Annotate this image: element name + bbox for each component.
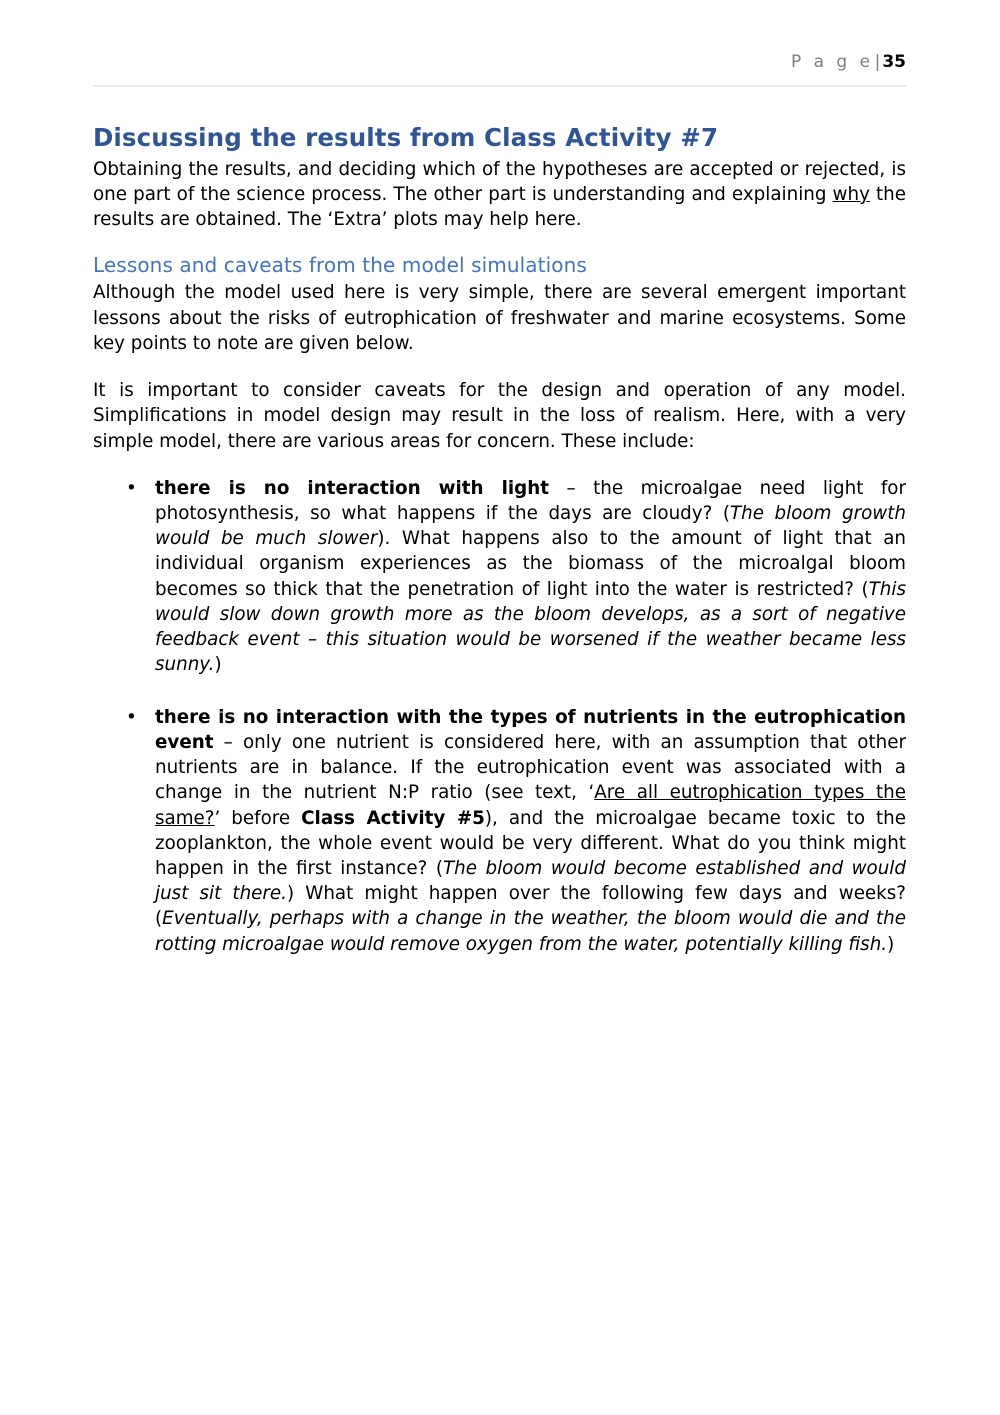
bullet-1-text3: ) <box>214 654 222 676</box>
intro-underlined-why: why <box>832 183 870 205</box>
intro-text-part2: the results are obtained. The ‘Extra’ plots may help here. <box>93 183 906 231</box>
bullet-2-italic2: Eventually, perhaps with a change in the weather, the bloom would die and the rotting microalgae would remove oxygen from the water, potentially killing fish. <box>155 908 906 955</box>
bullet-1-italic1: The bloom growth would be much slower <box>155 502 906 550</box>
bullet-2-bold-class-activity: Class Activity #5 <box>301 807 485 829</box>
bullet-2-lead-bold: there is no interaction with the types of nutrients in the eutrophication event <box>155 706 906 753</box>
bullet-1-text2: ). What happens also to the amount of light that an individual organism experiences as the biomass of the microalgal bloom becomes so thick that the penetration of light into the water is restricted? ( <box>155 528 906 600</box>
bullet-2-italic1: The bloom would become established and would just sit there. <box>155 858 906 905</box>
bullet-2-text2: ’ before <box>214 807 302 829</box>
list-item <box>93 476 906 678</box>
page-header <box>93 52 906 72</box>
header-page-label: P a g e <box>790 52 874 72</box>
list-item <box>93 705 906 957</box>
paragraph-caveats: It is important to consider caveats for the design and operation of any model. Simplifications in model design may result in the loss of realism. Here, with a very simple model, there are various areas for concern. These include: <box>93 380 906 452</box>
header-divider <box>93 85 906 87</box>
bullet-2-text1: – only one nutrient is considered here, with an assumption that other nutrients are in balance. If the eutrophication event was associated with a change in the nutrient N:P ratio (see text, ‘ <box>155 731 906 804</box>
intro-paragraph <box>93 157 906 233</box>
bullet-1-text1: – the microalgae need light for photosynthesis, so what happens if the days are cloudy? ( <box>155 477 906 524</box>
intro-text-part1: Obtaining the results, and deciding which of the hypotheses are accepted or rejected, is one part of the science process. The other part is understanding and explaining <box>93 158 906 205</box>
paragraph-lessons: Although the model used here is very simple, there are several emergent important lessons about the risks of eutrophication of freshwater and marine ecosystems. Some key points to note are given below. <box>93 282 906 354</box>
caveat-bullet-list <box>93 476 906 957</box>
bullet-2-text5: ) <box>887 933 895 955</box>
bullet-2-text3: ), and the microalgae became toxic to the zooplankton, the whole event would be very different. What do you think might happen in the first instance? ( <box>155 807 906 880</box>
section-subtitle: Lessons and caveats from the model simulations <box>93 253 587 278</box>
header-separator: | <box>874 52 881 72</box>
header-page-number: 35 <box>882 52 906 72</box>
bullet-2-text4: ) What might happen over the following few days and weeks? ( <box>155 883 906 930</box>
bullet-point-icon: • <box>126 706 137 728</box>
bullet-2-underlined-question: Are all eutrophication types the same? <box>155 782 907 829</box>
document-content <box>93 123 906 957</box>
bullet-1-lead-bold: there is no interaction with light <box>155 477 549 499</box>
page-title: Discussing the results from Class Activity #7 <box>93 123 719 152</box>
bullet-1-italic2: This would slow down growth more as the bloom develops, as a sort of negative feedback event – this situation would be worsened if the weather became less sunny. <box>155 578 906 676</box>
bullet-point-icon: • <box>126 477 137 499</box>
